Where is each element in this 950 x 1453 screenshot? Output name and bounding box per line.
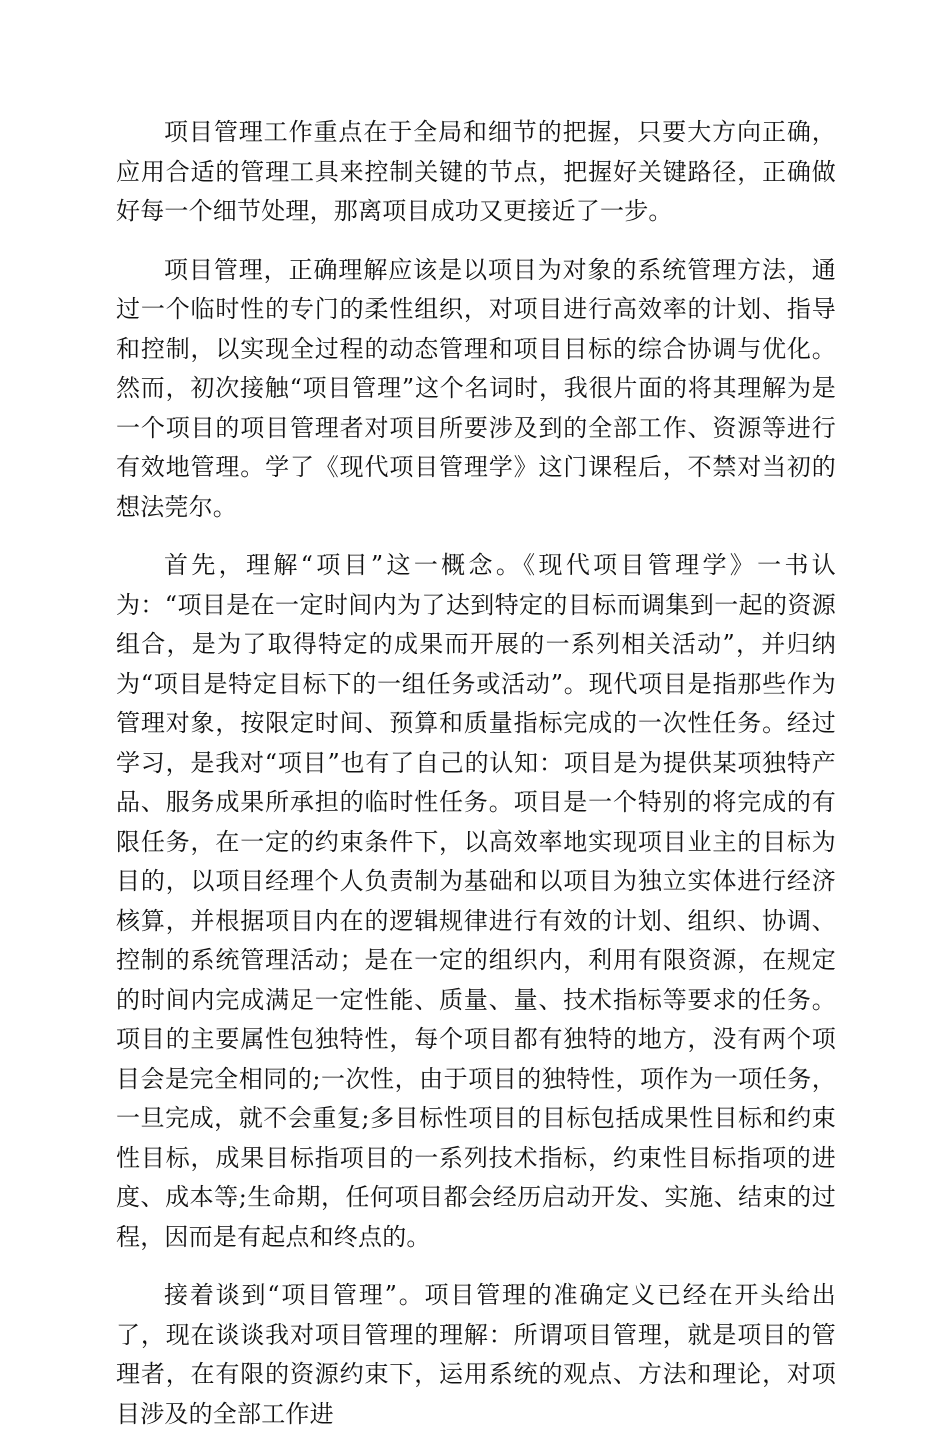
paragraph-4: 接着谈到“项目管理”。项目管理的准确定义已经在开头给出了，现在谈谈我对项目管理的理解：所谓项目管理，就是项目的管理者，在有限的资源约束下，运用系统的观点、方法和理论，对项目涉及的全部工作进 (116, 1281, 836, 1428)
paragraph-2: 项目管理，正确理解应该是以项目为对象的系统管理方法，通过一个临时性的专门的柔性组织，对项目进行高效率的计划、指导和控制，以实现全过程的动态管理和项目目标的综合协调与优化。然而，初次接触“项目管理”这个名词时，我很片面的将其理解为是一个项目的项目管理者对项目所要涉及到的全部工作、资源等进行有效地管理。学了《现代项目管理学》这门课程后，不禁对当初的想法莞尔。 (116, 255, 836, 521)
paragraph-3: 首先，理解“项目”这一概念。《现代项目管理学》一书认为：“项目是在一定时间内为了达到特定的目标而调集到一起的资源组合，是为了取得特定的成果而开展的一系列相关活动”，并归纳为“项目是特定目标下的一组任务或活动”。现代项目是指那些作为管理对象，按限定时间、预算和质量指标完成的一次性任务。经过学习，是我对“项目”也有了自己的认知：项目是为提供某项独特产品、服务成果所承担的临时性任务。项目是一个特别的将完成的有限任务，在一定的约束条件下，以高效率地实现项目业主的目标为目的，以项目经理个人负责制为基础和以项目为独立实体进行经济核算，并根据项目内在的逻辑规律进行有效的计划、组织、协调、控制的系统管理活动；是在一定的组织内，利用有限资源，在规定的时间内完成满足一定性能、质量、量、技术指标等要求的任务。项目的主要属性包独特性，每个项目都有独特的地方，没有两个项目会是完全相同的;一次性，由于项目的独特性，项作为一项任务，一旦完成，就不会重复;多目标性项目的目标包括成果性目标和约束性目标，成果目标指项目的一系列技术指标，约束性目标指项的进度、成本等;生命期，任何项目都会经历启动开发、实施、结束的过程，因而是有起点和终点的。 (116, 551, 836, 1251)
document-body (116, 113, 836, 1453)
paragraph-1: 项目管理工作重点在于全局和细节的把握，只要大方向正确，应用合适的管理工具来控制关键的节点，把握好关键路径，正确做好每一个细节处理，那离项目成功又更接近了一步。 (116, 118, 836, 225)
